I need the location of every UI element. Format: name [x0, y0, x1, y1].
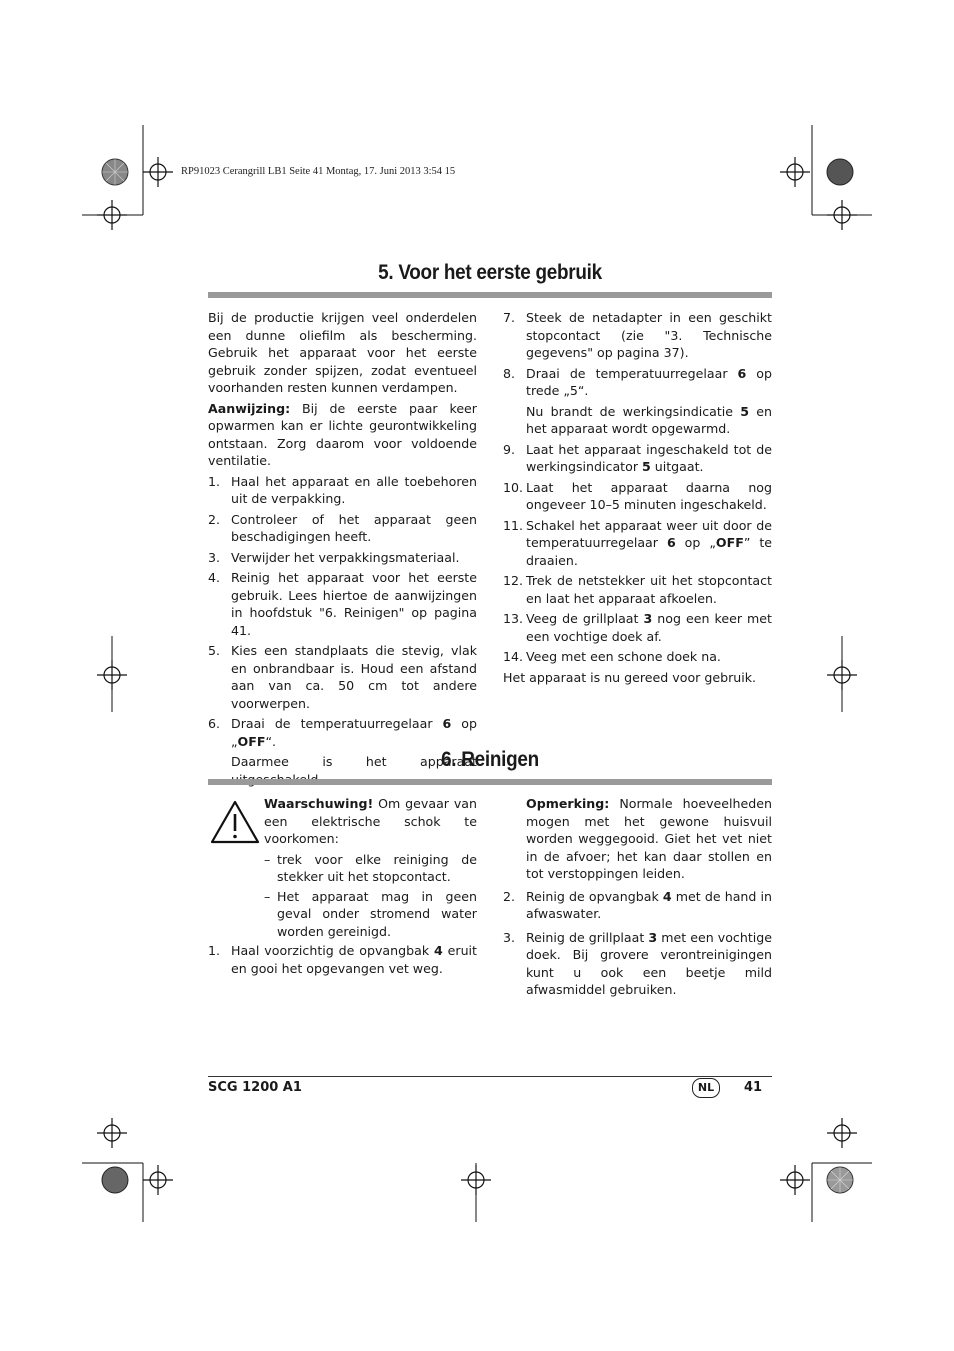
print-slug: RP91023 Cerangrill LB1 Seite 41 Montag, 17. Juni 2013 3:54 15	[181, 166, 456, 177]
section-6-right-column	[503, 795, 772, 1002]
language-badge: NL	[692, 1078, 720, 1098]
section-5-title: 5. Voor het eerste gebruik	[378, 261, 602, 284]
list-item: 10. Laat het apparaat daarna nog ongeveer 10–5 minuten ingeschakeld.	[503, 479, 772, 512]
list-item: 1. Haal voorzichtig de opvangbak 4 eruit en gooi het opgevangen vet weg.	[208, 943, 477, 976]
section-6-title: 6. Reinigen	[441, 748, 539, 771]
list-item: 4. Reinig het apparaat voor het eerste gebruik. Lees hiertoe de aanwijzingen in hoofdstuk "6. Reinigen" op pagina 41.	[208, 570, 477, 638]
page-number: 41	[744, 1080, 763, 1095]
section-6-divider	[208, 779, 772, 785]
remark-paragraph: Opmerking: Normale hoeveelheden mogen met het gewone huisvuil worden weggegooid. Giet het vet niet in de afvoer; het kan daar stollen en tot verstoppingen leiden.	[526, 796, 772, 881]
list-item: 3. Reinig de grillplaat 3 met een vochtige doek. Bij grovere verontreinigingen kunt u ook een beetje mild afwasmiddel gebruiken.	[503, 929, 772, 997]
section-5-left-column	[208, 309, 477, 791]
list-item: 6. Draai de temperatuurregelaar 6 op „OFF“.	[208, 716, 478, 749]
list-item: – trek voor elke reiniging de stekker uit het stopcontact.	[264, 851, 477, 884]
section-6-left-column	[208, 795, 477, 980]
list-item: 2. Reinig de opvangbak 4 met de hand in afwaswater.	[503, 888, 772, 921]
list-item: 11. Schakel het apparaat weer uit door de temperatuurregelaar 6 op „OFF” te draaien.	[503, 517, 772, 568]
list-item: 8. Draai de temperatuurregelaar 6 op trede „5“.	[503, 365, 773, 398]
list-item: 9. Laat het apparaat ingeschakeld tot de werkingsindicator 5 uitgaat.	[503, 441, 772, 474]
footer-model: SCG 1200 A1	[208, 1080, 302, 1095]
section-5-divider	[208, 292, 772, 298]
list-item: 12. Trek de netstekker uit het stopcontact en laat het apparaat afkoelen.	[503, 573, 772, 606]
list-item: 2. Controleer of het apparaat geen beschadigingen heeft.	[208, 511, 477, 544]
note-paragraph: Aanwijzing: Bij de eerste paar keer opwarmen kan er lichte geurontwikkeling ontstaan. Zorg daarom voor voldoende ventilatie.	[208, 400, 477, 468]
list-item-note: Daarmee is het apparaat	[231, 754, 477, 769]
list-item: 1. Haal het apparaat en alle toebehoren uit de verpakking.	[208, 473, 477, 506]
section-5-right-column	[503, 309, 772, 689]
outro-paragraph: Het apparaat is nu gereed voor gebruik.	[503, 669, 757, 685]
list-item: 3. Verwijder het verpakkingsmateriaal.	[208, 549, 460, 565]
list-item-note: Nu brandt de werkingsindicatie 5 en het apparaat wordt opgewarmd.	[526, 403, 772, 436]
list-item: 7. Steek de netadapter in een geschikt stopcontact (zie "3. Technische gegevens" op pagina 37).	[503, 310, 772, 360]
footer-divider	[208, 1076, 772, 1077]
crosshair-icon	[143, 157, 173, 187]
intro-paragraph: Bij de productie krijgen veel onderdelen een dunne oliefilm als bescherming. Gebruik het apparaat voor het eerste gebruik zonder spijzen, zodat eventueel voorhanden resten kunnen verdampen.	[208, 310, 477, 395]
list-item: 5. Kies een standplaats die stevig, vlak en onbrandbaar is. Houd een afstand aan van ca. 50 cm tot andere voorwerpen.	[208, 643, 477, 711]
warning-paragraph: Waarschuwing! Om gevaar van een elektrische schok te voorkomen:	[264, 796, 477, 846]
list-item: 13. Veeg de grillplaat 3 nog een keer met een vochtige doek af.	[503, 611, 772, 644]
list-item: 14. Veeg met een schone doek na.	[503, 649, 721, 664]
list-item: – Het apparaat mag in geen geval onder stromend water worden gereinigd.	[264, 888, 477, 939]
